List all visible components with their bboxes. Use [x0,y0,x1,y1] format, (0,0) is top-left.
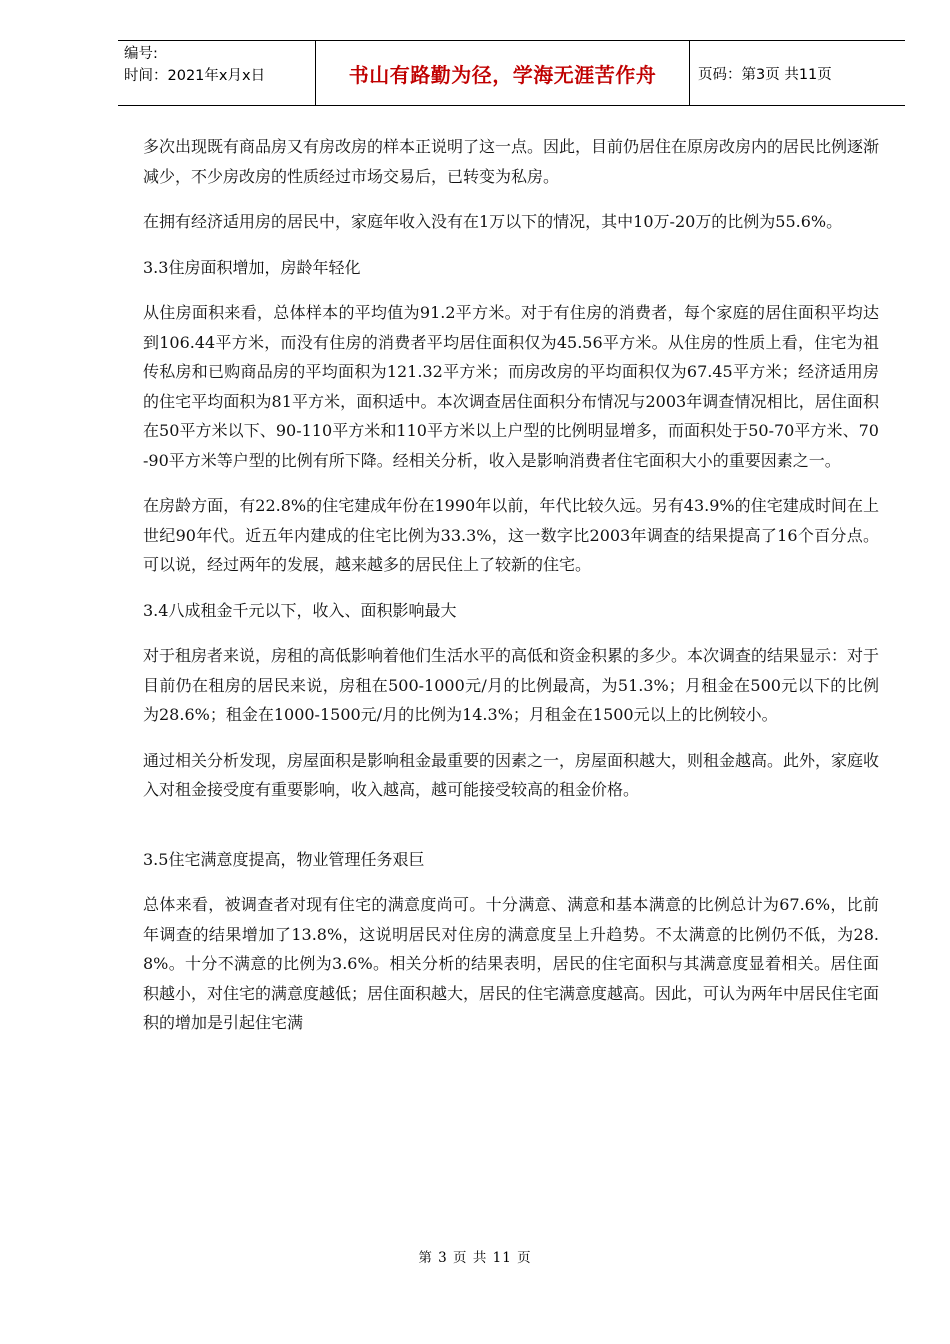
header-motto: 书山有路勤为径，学海无涯苦作舟 [316,41,690,105]
header-page-info: 页码：第3页 共11页 [698,66,832,83]
header-meta [118,41,316,105]
page-header [118,40,905,106]
document-number-label: 编号: [124,46,158,62]
section-heading-3-3: 3.3住房面积增加，房龄年轻化 [143,257,361,277]
page-footer: 第 3 页 共 11 页 [418,1250,532,1266]
paragraph: 在拥有经济适用房的居民中，家庭年收入没有在1万以下的情况，其中10万-20万的比例为55.6%。 [143,212,843,231]
document-date: 时间：2021年x月x日 [124,68,266,84]
document-body [143,132,879,1038]
paragraph: 从住房面积来看，总体样本的平均值为91.2平方米。对于有住房的消费者，每个家庭的居住面积平均达到106.44平方米，而没有住房的消费者平均居住面积仅为45.56平方米。从住房的性质上看，住宅为祖传私房和已购商品房的平均面积为121.32平方米；而房改房的平均面积仅为67.45平方米；经济适用房的住宅平均面积为81平方米，面积适中。本次调查居住面积分布情况与2003年调查情况相比，居住面积在50平方米以下、90-110平方米和110平方米以上户型的比例明显增多，而面积处于50-70平方米、70-90平方米等户型的比例有所下降。经相关分析，收入是影响消费者住宅面积大小的重要因素之一。 [143,303,879,470]
paragraph: 在房龄方面，有22.8%的住宅建成年份在1990年以前，年代比较久远。另有43.9%的住宅建成时间在上世纪90年代。近五年内建成的住宅比例为33.3%，这一数字比2003年调查的结果提高了16个百分点。可以说，经过两年的发展，越来越多的居民住上了较新的住宅。 [143,496,879,574]
paragraph: 对于租房者来说，房租的高低影响着他们生活水平的高低和资金积累的多少。本次调查的结果显示：对于目前仍在租房的居民来说，房租在500-1000元/月的比例最高，为51.3%；月租金在500元以下的比例为28.6%；租金在1000-1500元/月的比例为14.3%；月租金在1500元以上的比例较小。 [143,646,880,724]
paragraph: 多次出现既有商品房又有房改房的样本正说明了这一点。因此，目前仍居住在原房改房内的居民比例逐渐减少，不少房改房的性质经过市场交易后，已转变为私房。 [143,137,880,186]
section-heading-3-5: 3.5住宅满意度提高，物业管理任务艰巨 [143,849,425,869]
section-heading-3-4: 3.4八成租金千元以下，收入、面积影响最大 [143,600,457,620]
paragraph: 通过相关分析发现，房屋面积是影响租金最重要的因素之一，房屋面积越大，则租金越高。此外，家庭收入对租金接受度有重要影响，收入越高，越可能接受较高的租金价格。 [143,750,880,799]
paragraph: 总体来看，被调查者对现有住宅的满意度尚可。十分满意、满意和基本满意的比例总计为67.6%，比前年调查的结果增加了13.8%，这说明居民对住房的满意度呈上升趋势。不太满意的比例仍不低，为28.8%。十分不满意的比例为3.6%。相关分析的结果表明，居民的住宅面积与其满意度显着相关。居住面积越小，对住宅的满意度越低；居住面积越大，居民的住宅满意度越高。因此，可认为两年中居民住宅面积的增加是引起住宅满 [143,895,880,1032]
